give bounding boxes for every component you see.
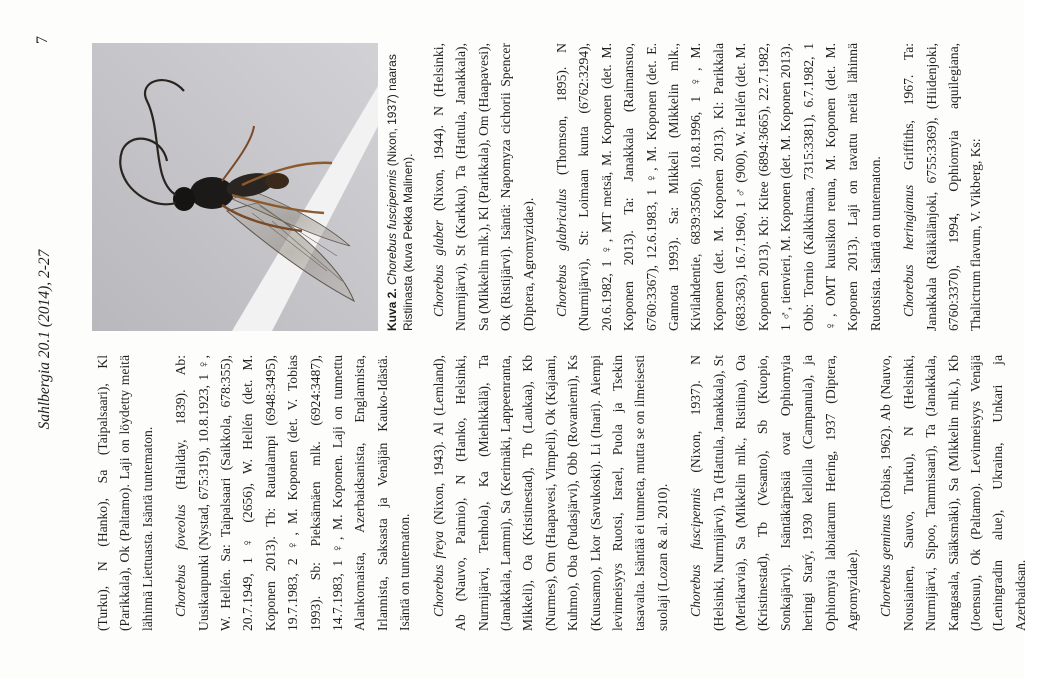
- species-name: Chorebus glabriculus: [554, 188, 570, 317]
- entry-text: (Thomson, 1895). N (Nurmijärvi), St: Loimaan kunta (6762:3294), 20.6.1982, 1 ♀, MT metsä, M. Koponen (det. M. Koponen 2013). Ta: Janakkala (Raimansuo, 6760:3367), 12.6.1983, 1 ♀, M. Koponen (det. E. Gannota 1993). Sa: Mikkeli (Mikkelin mlk., Kivilahdentie, 6839:3506), 10.8.1996, 1 ♀, M. Koponen (det. M. Koponen 2013). Kl: Parikkala (683:363), 16.7.1960, 1 ♂ (900), W. Hellén (det. M. Koponen 2013). Kb: Kitee (6894:3665), 22.7.1982, 1 ♂, tienvieri, M. Koponen (det. M. Koponen 2013). Obb: Tornio (Kalkkimaa, 7315:3381), 6.7.1982, 1 ♀, OMT kuusikon reuna, M. Koponen (det. M. Koponen 2013). Laji on tavattu meitä lähinnä Ruotsista. Isäntä on tuntematon.: [554, 43, 883, 331]
- species-name: Chorebus geminus: [878, 514, 894, 617]
- right-column-entries: [428, 43, 988, 331]
- wasp-photograph: [92, 43, 378, 331]
- figure-species-name: Chorebus fuscipennis: [385, 169, 399, 285]
- species-entry: [898, 43, 988, 331]
- entry-text: (Haliday, 1839). Ab: Uusikaupunki (Nystad, 675:319), 10.8.1923, 1 ♀, W. Hellén. Sa: Taipalsaari (Saikkola, 678:355), 20.7.1949, 1 ♀ (2656), W. Hellén (det. M. Koponen 2013). Tb: Rautalampi (6948:3495), 19.7.1983, 2 ♀, M. Koponen (det. V. Tobias 1993). Sb: Pieksämäen mlk. (6924:3487), 14.7.1983, 1 ♀, M. Koponen. Laji on tunnettu Alankomaista, Azerbaidsanista, Englannista, Irlannista, Saksasta ja Venäjän Kauko-Idästä. Isäntä on tuntematon.: [173, 355, 413, 631]
- entry-text: (Turku), N (Hanko), Sa (Taipalsaari), Kl (Parikkala), Ok (Paltamo). Laji on löydetty meitä lähinnä Liettuasta. Isäntä tuntematon.: [95, 355, 155, 631]
- entry-text: Griffiths, 1967. Ta: Janakkala (Räikälänjoki, 6755:3369), (Hiidenjoki, 6760:3370), 1994, Ophiomyia aquilegiana, Thalictrum flavum, V. Vikberg, Ks:: [901, 43, 984, 331]
- species-name: Chorebus foveolus: [173, 504, 189, 617]
- species-entry: [875, 355, 1032, 631]
- entry-text: (Tobias, 1962). Ab (Nauvo, Nousiainen, Sauvo, Turku), N (Helsinki, Nurmijärvi, Sipoo, Tammisaari), Ta (Janakkala, Kangasala, Sääksmäki), Sa (Mikkelin mlk.), Kb (Joensuu), Ok (Paltamo). Levinneisyys Venäjä (Leningradin alue), Ukraina, Unkari ja Azerbaidsan.: [878, 355, 1028, 631]
- species-name: Chorebus heringianus: [901, 184, 917, 317]
- left-column: [92, 355, 1043, 631]
- continued-paragraph: [92, 355, 159, 631]
- journal-citation: Sahlbergia 20.1 (2014), 2-27: [36, 249, 53, 430]
- figure-caption-text: (Nixon, 1937) naaras Ristiinasta (kuva Pekka Malinen).: [385, 54, 415, 331]
- species-name: Chorebus glaber: [431, 220, 446, 317]
- right-column: [92, 43, 999, 331]
- page-number: 7: [34, 36, 51, 44]
- entry-text: (Nixon, 1943). Al (Lemland), Ab (Nauvo, Paimio), N (Hanko, Helsinki, Nurmijärvi, Tenhola), Ka (Miehikkälä), Ta (Janakkala, Lammi), Sa (Kerimäki, Lappeenranta, Mikkeli), Oa (Kristinestad), Tb (Laukaa), Kb (Nurmes), Om (Haapavesi, Vimpeli), Ok (Kajaani, Kuhmo), Oba (Pudasjärvi), Obb (Rovaniemi), Ks (Kuusamo), Lkor (Savukoski). Li (Inari). Aiempi levinneisyys Ruotsi, Israel, Puola ja Tsekin tasavalta. Isäntää ei tunneta, mutta se on ilmeisesti suolaji (Lozan & al. 2010).: [430, 355, 670, 631]
- species-entry: [428, 355, 674, 631]
- species-entry: [170, 355, 416, 631]
- species-entry: [428, 43, 540, 331]
- figure-label: Kuva 2.: [385, 288, 399, 331]
- species-entry: [551, 43, 887, 331]
- figure-caption: [385, 43, 416, 331]
- wasp-illustration: [92, 43, 378, 331]
- entry-text: (Nixon, 1944). N (Helsinki, Nurmijärvi), St (Karkku), Ta (Hattula, Janakkala), Sa (Mikkelin mlk.), Kl (Parikkala), Om (Haapavesi), Ok (Ristijärvi). Isäntä: Napomyza cichorii Spencer (Diptera, Agromyzidae).: [431, 43, 536, 331]
- page-header: [36, 0, 60, 679]
- entry-text: (Nixon, 1937). N (Helsinki, Nurmijärvi), Ta (Hattula, Janakkala), St (Merikarvia), Sa (Mikkelin mlk., Ristiina), Oa (Kristinestad), Tb (Vesanto), Sb (Kuopio, Sonkajärvi). Isäntäkärpäsiä ovat Ophiomyia heringi Starý, 1930 kelloilla (Campanula), ja Ophiomyia labiatarum Hering, 1937 (Diptera, Agromyzidae).: [688, 355, 860, 631]
- species-name: Chorebus freya: [430, 530, 446, 617]
- species-entry: [685, 355, 864, 631]
- species-name: Chorebus fuscipennis: [688, 488, 704, 617]
